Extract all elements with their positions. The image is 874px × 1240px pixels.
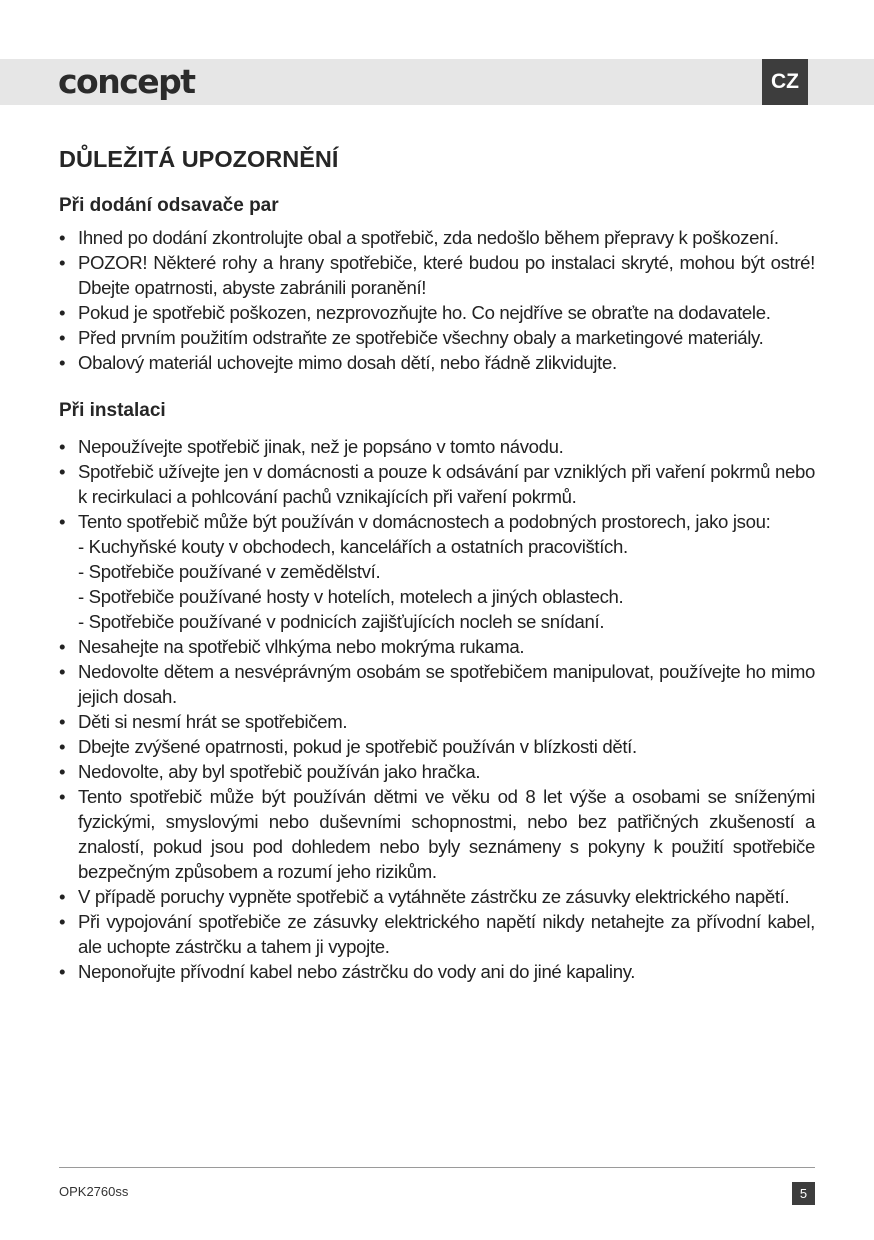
bullet-icon: • [59,511,66,532]
list-item [59,784,815,884]
bullet-icon: • [59,661,66,682]
list-item-text: POZOR! Některé rohy a hrany spotřebiče, které budou po instalaci skryté, mohou být ostré! Dbejte opatrnosti, abyste zabránili poranění! [78,252,815,298]
list-item [59,759,815,784]
page-number: 5 [792,1182,815,1205]
delivery-list [59,225,815,375]
bullet-icon: • [59,252,66,273]
list-item-text: Nepoužívejte spotřebič jinak, než je popsáno v tomto návodu. [78,436,564,457]
section-heading-delivery: Při dodání odsavače par [59,195,279,216]
list-item [59,734,815,759]
list-item-text: Ihned po dodání zkontrolujte obal a spotřebič, zda nedošlo během přepravy k poškození. [78,227,779,248]
list-item-text: Pokud je spotřebič poškozen, nezprovozňujte ho. Co nejdříve se obraťte na dodavatele. [78,302,771,323]
sub-item: - Spotřebiče používané v podnicích zajišťujících nocleh se snídaní. [78,611,605,632]
list-item-text: Neponořujte přívodní kabel nebo zástrčku do vody ani do jiné kapaliny. [78,961,636,982]
list-item-text: Spotřebič užívejte jen v domácnosti a pouze k odsávání par vzniklých při vaření pokrmů nebo k recirkulaci a pohlcování pachů vznikajících při vaření pokrmů. [78,461,815,507]
language-badge: CZ [762,59,808,105]
list-item-text: Nedovolte dětem a nesvéprávným osobám se spotřebičem manipulovat, používejte ho mimo jejich dosah. [78,661,815,707]
section-heading-installation: Při instalaci [59,400,166,421]
list-item [59,959,815,984]
list-item-text: Nesahejte na spotřebič vlhkýma nebo mokrýma rukama. [78,636,525,657]
list-item [59,250,815,300]
list-item [59,225,815,250]
list-item-text: Děti si nesmí hrát se spotřebičem. [78,711,348,732]
bullet-icon: • [59,636,66,657]
list-item-text: Obalový materiál uchovejte mimo dosah dětí, nebo řádně zlikvidujte. [78,352,617,373]
list-item-text: Tento spotřebič může být používán dětmi ve věku od 8 let výše a osobami se sníženými fyzickými, smyslovými nebo duševními schopnostmi, nebo bez patřičných zkušeností a znalostí, pokud jsou pod dohledem nebo byly seznámeny s pokyny k použití spotřebiče bezpečným způsobem a rozumí jeho rizikům. [78,786,815,882]
bullet-icon: • [59,711,66,732]
bullet-icon: • [59,352,66,373]
list-item [59,909,815,959]
bullet-icon: • [59,736,66,757]
bullet-icon: • [59,227,66,248]
list-item [59,350,815,375]
list-item-text: Při vypojování spotřebiče ze zásuvky elektrického napětí nikdy netahejte za přívodní kabel, ale uchopte zástrčku a tahem ji vypojte. [78,911,815,957]
list-item-text: Nedovolte, aby byl spotřebič používán jako hračka. [78,761,481,782]
list-item-text: V případě poruchy vypněte spotřebič a vytáhněte zástrčku ze zásuvky elektrického napětí. [78,886,790,907]
list-item [59,434,815,459]
sub-item: - Spotřebiče používané hosty v hotelích, motelech a jiných oblastech. [78,586,624,607]
list-item [59,634,815,659]
list-item [59,300,815,325]
list-item [59,884,815,909]
installation-list [59,434,815,984]
bullet-icon: • [59,302,66,323]
bullet-icon: • [59,327,66,348]
list-item-text: Před prvním použitím odstraňte ze spotřebiče všechny obaly a marketingové materiály. [78,327,764,348]
list-item [59,709,815,734]
list-item [59,325,815,350]
footer-divider [59,1167,815,1168]
model-number: OPK2760ss [59,1184,129,1199]
page-title: DŮLEŽITÁ UPOZORNĚNÍ [59,146,339,172]
bullet-icon: • [59,886,66,907]
bullet-icon: • [59,961,66,982]
bullet-icon: • [59,761,66,782]
list-item [59,659,815,709]
bullet-icon: • [59,911,66,932]
list-item-text: Tento spotřebič může být používán v domácnostech a podobných prostorech, jako jsou: [78,511,771,532]
list-item-text: Dbejte zvýšené opatrnosti, pokud je spotřebič používán v blízkosti dětí. [78,736,637,757]
concept-logo: concept [58,62,195,101]
page-content [59,140,815,984]
bullet-icon: • [59,461,66,482]
sub-item: - Kuchyňské kouty v obchodech, kancelářích a ostatních pracovištích. [78,536,628,557]
sub-item: - Spotřebiče používané v zemědělství. [78,561,381,582]
bullet-icon: • [59,436,66,457]
bullet-icon: • [59,786,66,807]
list-item [59,509,815,634]
list-item [59,459,815,509]
